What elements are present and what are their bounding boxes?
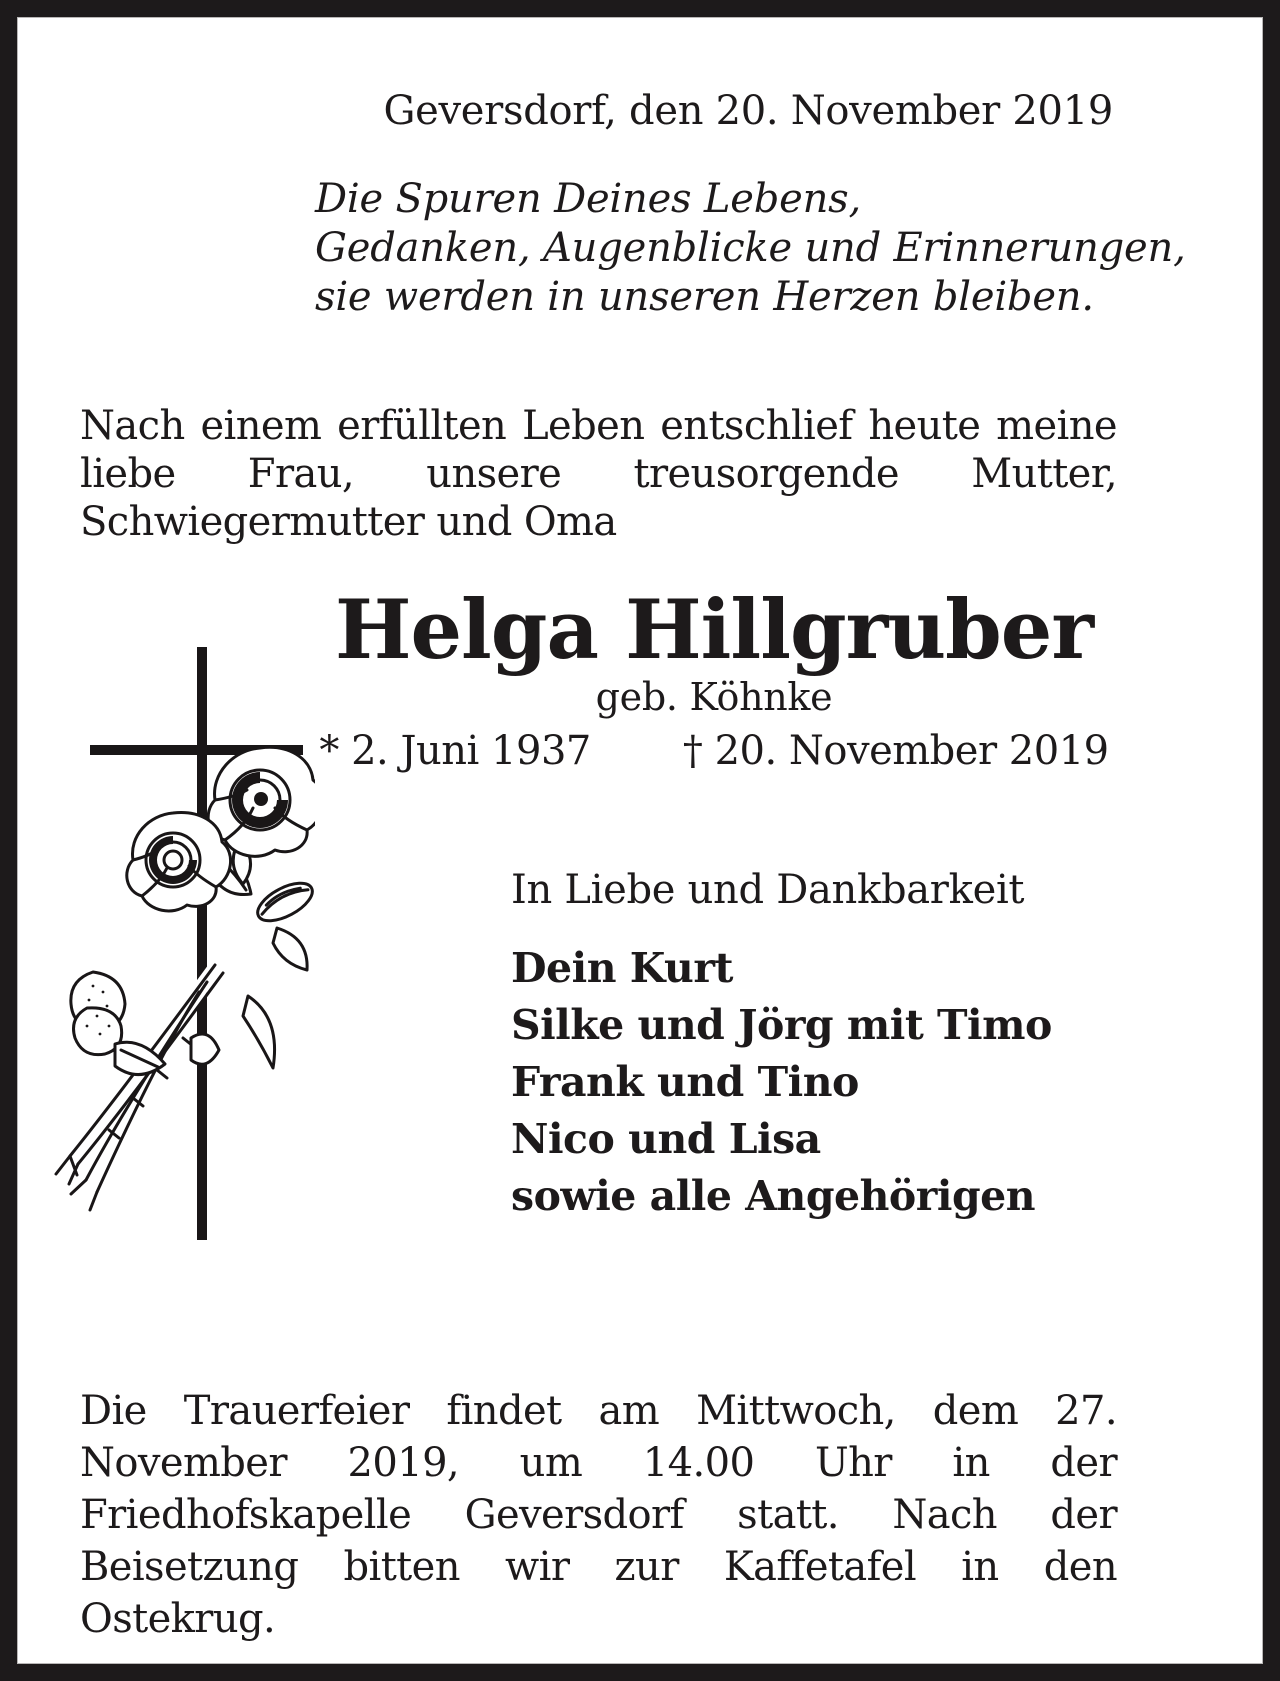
epigraph-line: sie werden in unseren Herzen bleiben. bbox=[315, 274, 1094, 320]
dateline: Geversdorf, den 20. November 2019 bbox=[383, 88, 1113, 134]
mourner-line: Dein Kurt bbox=[511, 944, 733, 992]
maiden-name: geb. Köhnke bbox=[595, 675, 833, 720]
epigraph-line: Die Spuren Deines Lebens, bbox=[315, 176, 862, 222]
epigraph-line: Gedanken, Augenblicke und Erinnerungen, bbox=[315, 225, 1186, 271]
cross-with-roses-icon bbox=[45, 640, 315, 1250]
epigraph bbox=[315, 175, 1186, 322]
death-date: † 20. November 2019 bbox=[682, 728, 1109, 775]
mourner-line: Nico und Lisa bbox=[511, 1115, 821, 1163]
mourner-line: sowie alle Angehörigen bbox=[511, 1172, 1036, 1220]
deceased-block bbox=[313, 583, 1115, 775]
intro-paragraph: Nach einem erfüllten Leben entschlief heute meine liebe Frau, unsere treusorgende Mutter, Schwiegermutter und Oma bbox=[80, 403, 1117, 545]
dedication-line: In Liebe und Dankbarkeit bbox=[511, 867, 1025, 913]
birth-date: * 2. Juni 1937 bbox=[319, 728, 591, 775]
mourners-list bbox=[511, 940, 1052, 1225]
dedication-block bbox=[511, 867, 1052, 1225]
mourner-line: Frank und Tino bbox=[511, 1058, 859, 1106]
deceased-name: Helga Hillgruber bbox=[334, 583, 1094, 678]
mourner-line: Silke und Jörg mit Timo bbox=[511, 1001, 1052, 1049]
obituary-card bbox=[17, 17, 1263, 1664]
life-dates bbox=[313, 728, 1115, 774]
funeral-info-paragraph: Die Trauerfeier findet am Mittwoch, dem 27. November 2019, um 14.00 Uhr in der Friedhofskapelle Geversdorf statt. Nach der Beisetzung bitten wir zur Kaffetafel in den Ostekrug. bbox=[80, 1388, 1117, 1642]
